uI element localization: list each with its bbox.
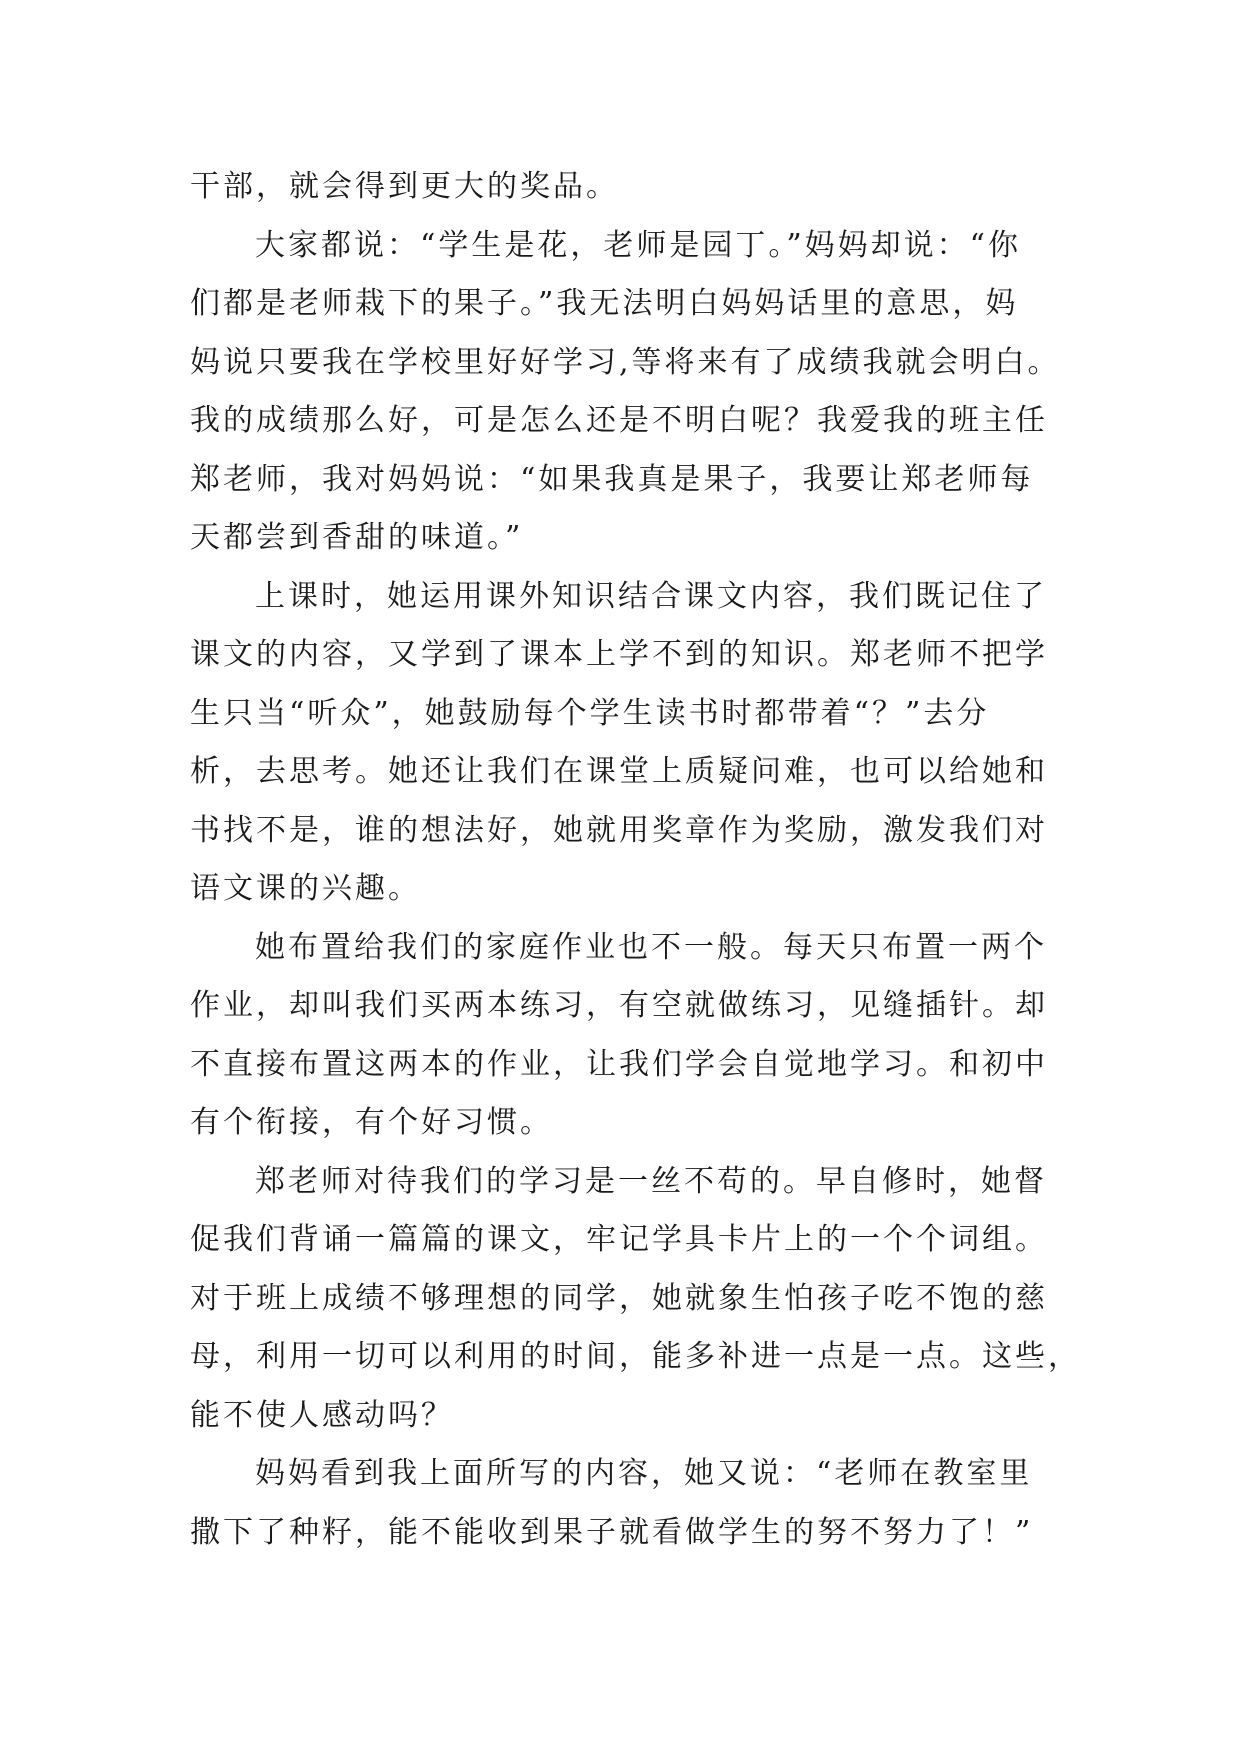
text-line: 不直接布置这两本的作业，让我们学会自觉地学习。和初中 (190, 1046, 1048, 1082)
text-line: 上课时，她运用课外知识结合课文内容，我们既记住了 (255, 578, 1047, 614)
paragraph-3 (190, 568, 1065, 919)
text-line: 有个衔接，有个好习惯。 (190, 1105, 553, 1140)
text-line: 干部，就会得到更大的奖品。 (190, 169, 619, 204)
text-line: 语文课的兴趣。 (190, 871, 421, 906)
paragraph-4 (190, 919, 1065, 1153)
text-line: 撒下了种籽，能不能收到果子就看做学生的努不努力了！” (190, 1514, 1034, 1550)
paragraph-1 (190, 158, 1065, 217)
text-line: 能不使人感动吗？ (190, 1397, 454, 1433)
text-line: 天都尝到香甜的味道。” (190, 520, 524, 555)
text-line: 郑老师，我对妈妈说：“如果我真是果子，我要让郑老师每 (190, 461, 1034, 497)
text-line: 课文的内容，又学到了课本上学不到的知识。郑老师不把学 (190, 637, 1048, 672)
text-line: 母，利用一切可以利用的时间，能多补进一点是一点。这些， (190, 1339, 1081, 1374)
text-line: 妈说只要我在学校里好好学习,等将来有了成绩我就会明白。 (190, 344, 1061, 380)
text-line: 析，去思考。她还让我们在课堂上质疑问难，也可以给她和 (190, 754, 1048, 789)
text-line: 郑老师对待我们的学习是一丝不苟的。早自修时，她督 (255, 1163, 1047, 1199)
text-line: 生只当“听众”，她鼓励每个学生读书时都带着“？”去分 (190, 695, 990, 731)
text-line: 对于班上成绩不够理想的同学，她就象生怕孩子吃不饱的慈 (190, 1280, 1048, 1316)
text-line: 妈妈看到我上面所写的内容，她又说：“老师在教室里 (255, 1456, 1033, 1491)
text-line: 书找不是，谁的想法好，她就用奖章作为奖励，激发我们对 (190, 812, 1048, 848)
text-line: 促我们背诵一篇篇的课文，牢记学具卡片上的一个个词组。 (190, 1222, 1048, 1257)
paragraph-2 (190, 217, 1065, 568)
paragraph-6 (190, 1445, 1065, 1562)
text-line: 们都是老师栽下的果子。”我无法明白妈妈话里的意思，妈 (190, 286, 1019, 321)
document-body (190, 158, 1081, 1562)
text-line: 她布置给我们的家庭作业也不一般。每天只布置一两个 (255, 929, 1047, 965)
text-line: 大家都说：“学生是花，老师是园丁。”妈妈却说：“你 (255, 227, 1022, 263)
text-line: 我的成绩那么好，可是怎么还是不明白呢？我爱我的班主任 (190, 403, 1048, 438)
text-line: 作业，却叫我们买两本练习，有空就做练习，见缝插针。却 (190, 988, 1048, 1023)
paragraph-5 (190, 1153, 1081, 1446)
